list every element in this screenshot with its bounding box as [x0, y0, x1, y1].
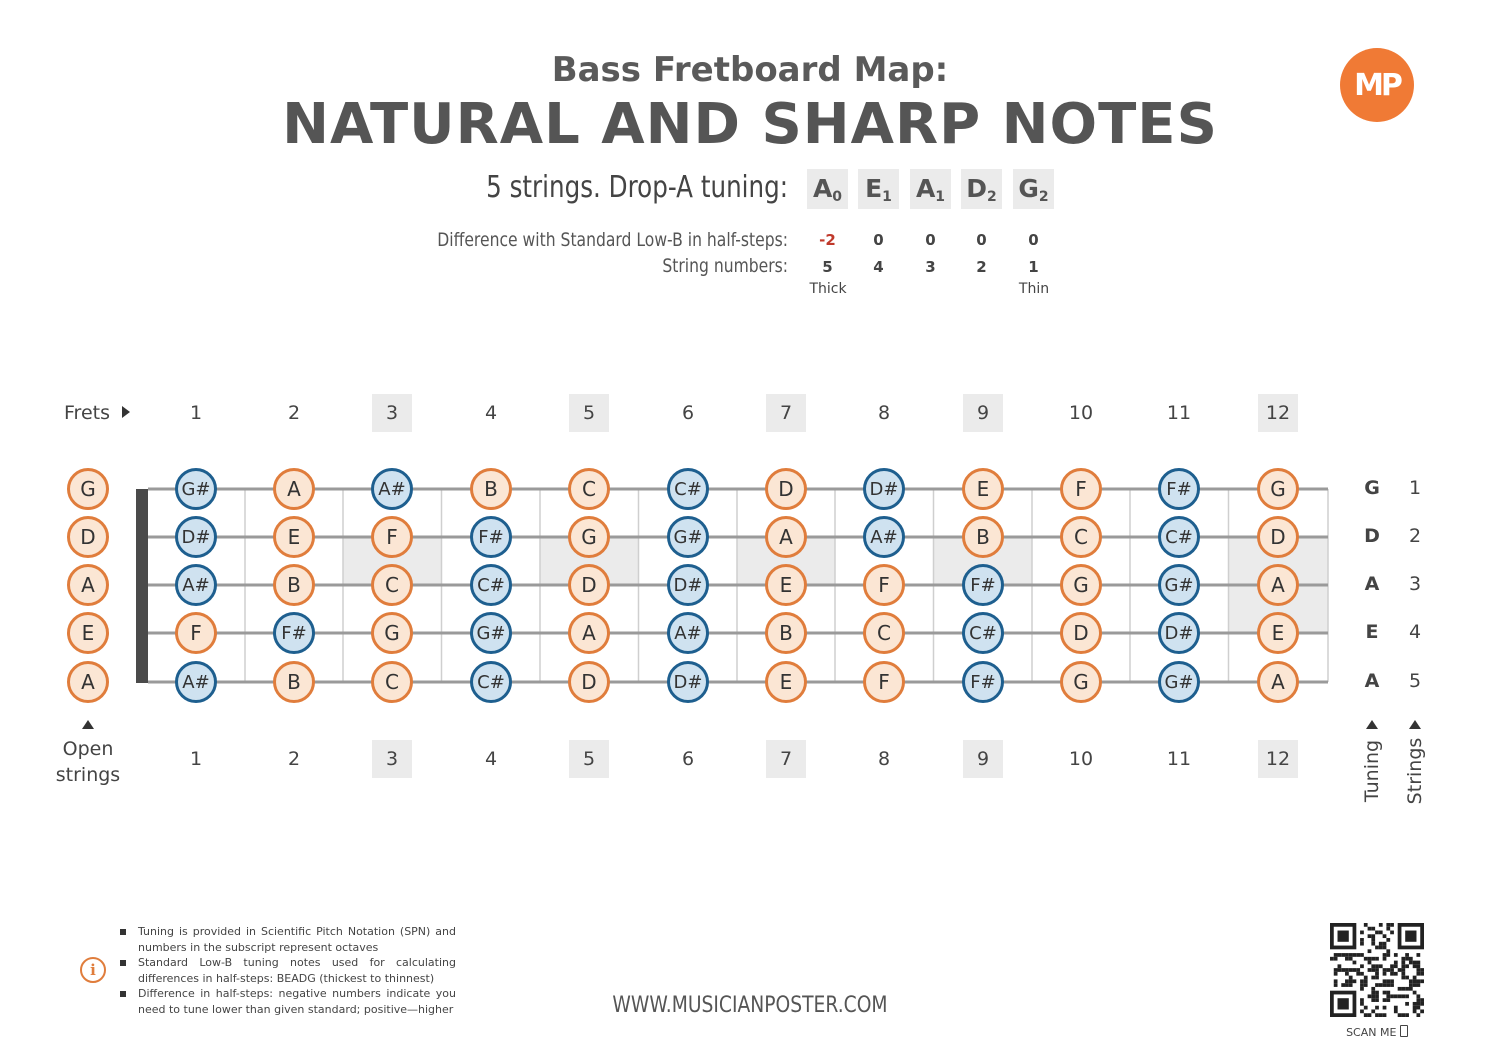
- fret-number: 8: [877, 748, 891, 770]
- fret-note: E: [765, 661, 807, 703]
- website-link[interactable]: WWW.MUSICIANPOSTER.COM: [612, 993, 888, 1018]
- logo-icon: MP: [1340, 48, 1414, 122]
- fret-note: G#: [1158, 661, 1200, 703]
- fret-note: A: [1257, 564, 1299, 606]
- thin-label: Thin: [1018, 281, 1050, 297]
- fret-note: C#: [1158, 516, 1200, 558]
- fret-note: F: [863, 661, 905, 703]
- fret-note: B: [962, 516, 1004, 558]
- string-number: 4: [1408, 621, 1422, 643]
- string-number: 2: [1408, 525, 1422, 547]
- string-number: 4: [873, 258, 884, 276]
- fret-note: A#: [863, 516, 905, 558]
- fret-note: G#: [470, 612, 512, 654]
- fret-note: C: [1060, 516, 1102, 558]
- strings-axis-label: Strings: [1404, 737, 1426, 805]
- open-strings-label: Open strings: [55, 738, 121, 786]
- page-subtitle: Bass Fretboard Map:: [551, 50, 949, 90]
- open-string-note: A: [67, 564, 109, 606]
- fret-note: F#: [470, 516, 512, 558]
- tuning-note-box: $A_0$: [807, 169, 848, 209]
- difference-value: 0: [1028, 231, 1039, 249]
- open-string-note: D: [67, 516, 109, 558]
- fret-note: C: [371, 564, 413, 606]
- fret-number: 8: [877, 402, 891, 424]
- qr-code[interactable]: [1330, 923, 1424, 1017]
- fret-number: 6: [681, 402, 695, 424]
- fret-note: D#: [1158, 612, 1200, 654]
- fret-number: 9: [963, 394, 1003, 432]
- difference-value: 0: [925, 231, 936, 249]
- string-number: 5: [1408, 670, 1422, 692]
- arrow-up-icon: [1366, 720, 1378, 729]
- difference-value: 0: [976, 231, 987, 249]
- fret-note: F#: [962, 564, 1004, 606]
- fret-number: 2: [287, 748, 301, 770]
- fret-note: G#: [175, 468, 217, 510]
- string-number: 1: [1028, 258, 1039, 276]
- fret-number: 1: [189, 748, 203, 770]
- fret-note: F: [371, 516, 413, 558]
- fret-note: G: [1060, 661, 1102, 703]
- fret-note: C#: [470, 661, 512, 703]
- fret-note: A: [273, 468, 315, 510]
- fret-note: A: [1257, 661, 1299, 703]
- scan-label: SCAN ME: [1330, 1025, 1424, 1039]
- string-number: 2: [976, 258, 987, 276]
- fret-number: 7: [766, 394, 806, 432]
- arrow-up-icon: [1409, 720, 1421, 729]
- fret-note: G: [371, 612, 413, 654]
- fret-number: 6: [681, 748, 695, 770]
- tuning-note-box: $E_1$: [858, 169, 899, 209]
- fret-number: 9: [963, 740, 1003, 778]
- fret-note: G: [1257, 468, 1299, 510]
- thick-label: Thick: [809, 281, 847, 297]
- fret-note: G: [568, 516, 610, 558]
- info-icon: i: [80, 957, 106, 983]
- fret-note: A#: [175, 564, 217, 606]
- fret-note: B: [765, 612, 807, 654]
- tuning-note-box: $A_1$: [910, 169, 951, 209]
- fret-note: D: [1257, 516, 1299, 558]
- fret-note: A#: [371, 468, 413, 510]
- fret-number: 7: [766, 740, 806, 778]
- fret-note: C#: [470, 564, 512, 606]
- difference-value: 0: [873, 231, 884, 249]
- fret-note: D#: [863, 468, 905, 510]
- footnote: Difference in half-steps: negative numbers indicate you need to tune lower than given standard; positive—higher: [120, 986, 456, 1017]
- fret-note: G#: [667, 516, 709, 558]
- fret-number: 2: [287, 402, 301, 424]
- page-title: NATURAL AND SHARP NOTES: [282, 92, 1218, 157]
- fret-note: F: [1060, 468, 1102, 510]
- fret-note: D#: [175, 516, 217, 558]
- frets-label: Frets: [64, 402, 130, 424]
- string-tuning-note: G: [1364, 477, 1380, 499]
- fret-number: 11: [1166, 748, 1192, 770]
- phone-icon: [1400, 1025, 1408, 1037]
- fret-note: G#: [1158, 564, 1200, 606]
- fret-number: 4: [484, 748, 498, 770]
- fret-note: D: [568, 564, 610, 606]
- difference-label: Difference with Standard Low-B in half-steps:: [437, 229, 788, 251]
- fret-note: C#: [667, 468, 709, 510]
- fret-note: A#: [175, 661, 217, 703]
- arrow-up-icon: [82, 720, 94, 729]
- fret-number: 3: [372, 740, 412, 778]
- fret-note: D#: [667, 661, 709, 703]
- fret-note: C: [863, 612, 905, 654]
- fret-note: A#: [667, 612, 709, 654]
- fret-number: 10: [1068, 748, 1094, 770]
- fret-note: E: [962, 468, 1004, 510]
- fret-note: F: [863, 564, 905, 606]
- string-number: 5: [822, 258, 833, 276]
- tuning-note-box: $D_2$: [961, 169, 1002, 209]
- fret-number: 1: [189, 402, 203, 424]
- fret-note: E: [1257, 612, 1299, 654]
- fret-note: B: [273, 564, 315, 606]
- string-numbers-label: String numbers:: [662, 255, 788, 277]
- fret-number: 5: [569, 394, 609, 432]
- fret-note: C: [568, 468, 610, 510]
- fret-note: B: [273, 661, 315, 703]
- difference-value: -2: [819, 231, 836, 249]
- tuning-label: 5 strings. Drop-A tuning:: [486, 170, 788, 205]
- fret-number: 5: [569, 740, 609, 778]
- string-tuning-note: D: [1364, 525, 1380, 547]
- footnote: Tuning is provided in Scientific Pitch Notation (SPN) and numbers in the subscript represent octaves: [120, 924, 456, 955]
- string-number: 3: [925, 258, 936, 276]
- fret-number: 10: [1068, 402, 1094, 424]
- fret-note: F#: [1158, 468, 1200, 510]
- fret-number: 4: [484, 402, 498, 424]
- fret-note: F#: [273, 612, 315, 654]
- tuning-note-box: $G_2$: [1013, 169, 1054, 209]
- fret-number: 3: [372, 394, 412, 432]
- string-number: 1: [1408, 477, 1422, 499]
- string-tuning-note: E: [1365, 621, 1379, 643]
- fret-note: A: [568, 612, 610, 654]
- fret-note: C: [371, 661, 413, 703]
- fret-note: D: [1060, 612, 1102, 654]
- open-string-note: G: [67, 468, 109, 510]
- fret-note: F: [175, 612, 217, 654]
- fret-note: F#: [962, 661, 1004, 703]
- fret-note: D#: [667, 564, 709, 606]
- fret-note: E: [273, 516, 315, 558]
- fret-note: D: [765, 468, 807, 510]
- open-string-note: A: [67, 661, 109, 703]
- string-tuning-note: A: [1364, 573, 1380, 595]
- string-tuning-note: A: [1364, 670, 1380, 692]
- footnotes: [120, 924, 456, 1017]
- string-number: 3: [1408, 573, 1422, 595]
- fret-note: E: [765, 564, 807, 606]
- fret-note: G: [1060, 564, 1102, 606]
- open-string-note: E: [67, 612, 109, 654]
- fret-note: C#: [962, 612, 1004, 654]
- fret-note: B: [470, 468, 512, 510]
- fret-number: 12: [1258, 740, 1298, 778]
- string-lines: [148, 489, 1328, 682]
- fret-note: A: [765, 516, 807, 558]
- fret-number: 11: [1166, 402, 1192, 424]
- footnote: Standard Low-B tuning notes used for calculating differences in half-steps: BEADG (thickest to thinnest): [120, 955, 456, 986]
- nut: [136, 489, 148, 683]
- tuning-axis-label: Tuning: [1361, 739, 1383, 803]
- fret-note: D: [568, 661, 610, 703]
- fret-number: 12: [1258, 394, 1298, 432]
